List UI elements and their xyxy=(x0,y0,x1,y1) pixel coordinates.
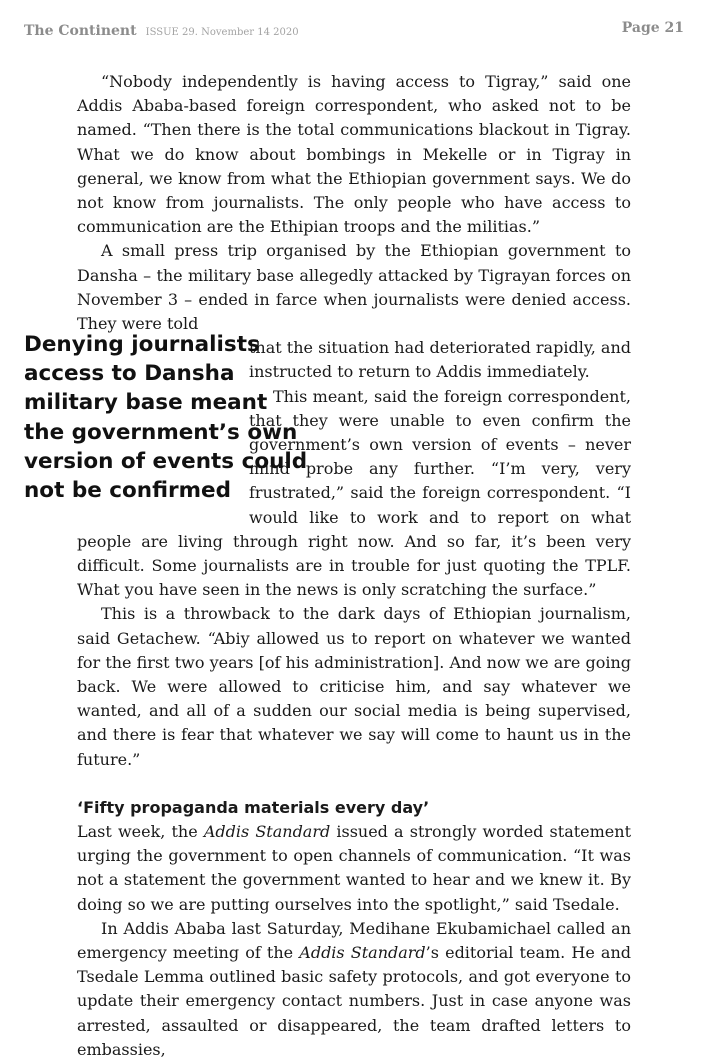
article-body xyxy=(77,70,631,1062)
p5-text-a: Last week, the xyxy=(77,821,204,841)
p6-publication-name: Addis Standard xyxy=(299,942,426,962)
page-header xyxy=(24,20,684,40)
section-subheading: ‘Fifty propaganda materials every day’ xyxy=(77,797,430,817)
paragraph-2a: A small press trip organised by the Ethiopian government to Dansha – the military base allegedly attacked by Tigrayan forces on November 3 – ended in farce when journalists were denied access. They were told xyxy=(77,241,631,334)
paragraph-6 xyxy=(77,917,631,1062)
paragraph-5 xyxy=(77,820,631,917)
p5-text-b: issued a strongly worded statement urging the government to open channels of communication. “It was not a statement the government wanted to hear and we knew it. By doing so we are putting ourselves into the spotlight,” said Tsedale. xyxy=(77,821,631,914)
paragraph-4: This is a throwback to the dark days of Ethiopian journalism, said Getachew. “Abiy allowed us to report on whatever we wanted for the first two years [of his administration]. And now we are going back. We were allowed to criticise him, and say whatever we wanted, and all of a sudden our social media is being supervised, and there is fear that whatever we say will come to haunt us in the future.” xyxy=(77,604,631,769)
issue-info: ISSUE 29. November 14 2020 xyxy=(145,27,299,38)
paragraph-2b: that the situation had deteriorated rapidly, and instructed to return to Addis immediately. xyxy=(249,338,631,382)
paragraph-3: This meant, said the foreign correspondent, that they were unable to even confirm the government’s own version of events – never mind probe any further. “I’m very, very frustrated,” said the foreign correspondent. “I would like to work and to report on what people are living through right now. And so far, it’s been very difficult. Some journalists are in trouble for just quoting the TPLF. What you have seen in the news is only scratching the surface.” xyxy=(77,386,631,600)
publication-name: The Continent xyxy=(24,23,137,39)
paragraph-1: “Nobody independently is having access to Tigray,” said one Addis Ababa-based foreign correspondent, who asked not to be named. “Then there is the total communications blackout in Tigray. What we do know about bombings in Mekelle or in Tigray in general, we know from what the Ethiopian government says. We do not know from journalists. The only people who have access to communication are the Ethipian troops and the militias.” xyxy=(77,72,631,237)
p5-publication-name: Addis Standard xyxy=(203,821,331,841)
p6-text-b: ’s editorial team. He and Tsedale Lemma outlined basic safety protocols, and got everyone to update their emergency contact numbers. Just in case anyone was arrested, assaulted or disappeared, the team drafted letters to embassies, xyxy=(77,942,632,1059)
p6-text-a: In Addis Ababa last Saturday, Medihane Ekubamichael called an emergency meeting of the xyxy=(77,918,631,962)
page-number: Page 21 xyxy=(621,20,684,36)
pull-quote: Denying journalists access to Dansha military base meant the government’s own version of events could not be confirmed xyxy=(24,332,308,504)
